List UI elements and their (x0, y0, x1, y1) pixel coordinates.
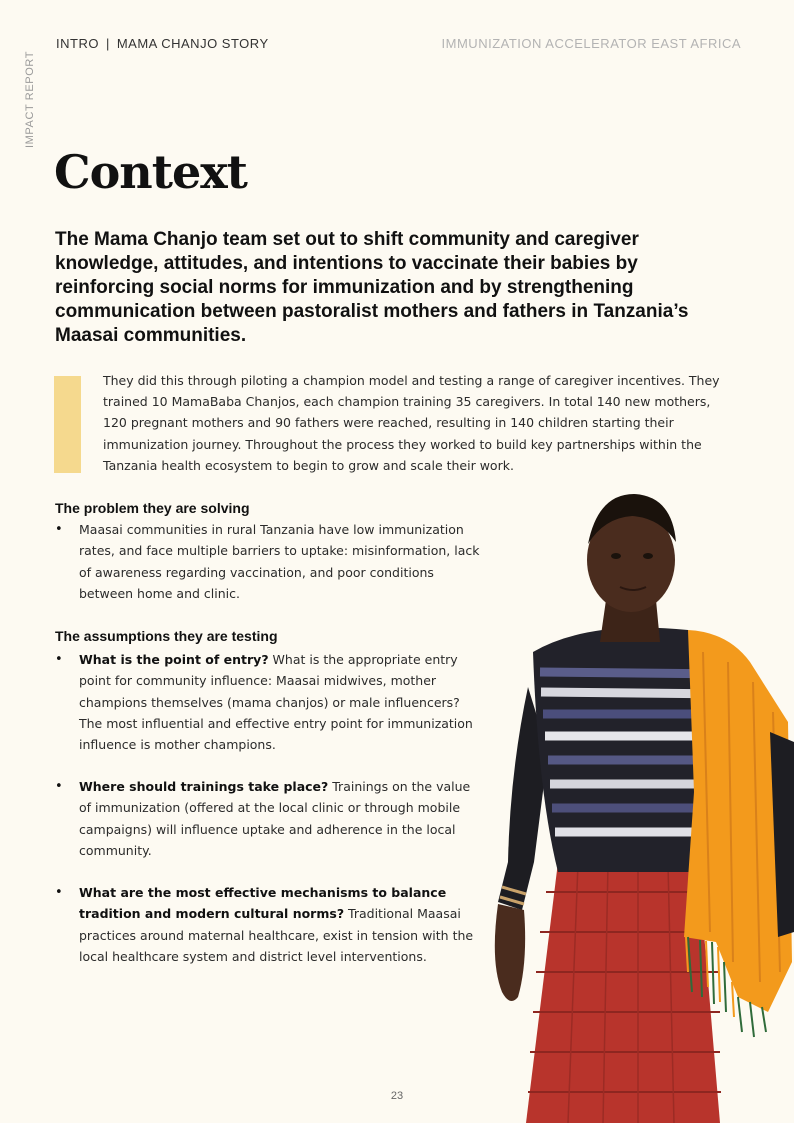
header-section: INTRO (56, 36, 99, 51)
assumption-question: What are the most effective mechanisms to balance tradition and modern cultural norms? (79, 885, 447, 922)
assumption-item-training-location (55, 776, 485, 861)
problem-text: Maasai communities in rural Tanzania have low immunization rates, and face multiple barriers to uptake: misinformation, lack of awareness regarding vaccination, and poor conditions between home and clinic. (79, 522, 480, 601)
bullet-marker: • (55, 885, 63, 900)
quote-accent-bar (54, 376, 81, 473)
assumption-question: What is the point of entry? (79, 652, 269, 667)
problem-heading: The problem they are solving (55, 500, 250, 516)
page-number: 23 (390, 1090, 404, 1102)
bullet-marker: • (55, 522, 63, 537)
page-title: Context (54, 145, 247, 199)
assumption-item-entry-point (55, 649, 485, 755)
header-separator: | (105, 36, 110, 51)
bullet-marker: • (55, 779, 63, 794)
problem-bullet (55, 519, 485, 604)
header-breadcrumb (56, 36, 269, 51)
assumption-text: What is the appropriate entry point for community influence: Maasai midwives, mother champions themselves (mama chanjos) or male influencers? The most influential and effective entry point for immunization influence is mother champions. (79, 652, 473, 753)
lead-paragraph: The Mama Chanjo team set out to shift community and caregiver knowledge, attitudes, and intentions to vaccinate their babies by reinforcing social norms for immunization and by strengthening communication between pastoralist mothers and fathers in Tanzania’s Maasai communities. (55, 229, 689, 346)
header-subsection: MAMA CHANJO STORY (116, 36, 269, 51)
assumption-item-cultural-norms (55, 882, 485, 967)
assumptions-heading: The assumptions they are testing (55, 628, 278, 644)
bullet-marker: • (55, 652, 63, 667)
side-report-label: IMPACT REPORT (24, 50, 36, 148)
assumption-text: Trainings on the value of immunization (offered at the local clinic or through mobile campaigns) will influence uptake and adherence in the local community. (79, 779, 471, 858)
maasai-mother-photo (488, 492, 794, 1123)
assumption-text: Traditional Maasai practices around maternal healthcare, exist in tension with the local healthcare system and district level interventions. (79, 906, 474, 964)
left-hand (495, 904, 525, 1001)
header-program: IMMUNIZATION ACCELERATOR EAST AFRICA (441, 36, 741, 51)
assumption-question: Where should trainings take place? (79, 779, 329, 794)
quote-paragraph: They did this through piloting a champion model and testing a range of caregiver incentives. They trained 10 MamaBaba Chanjos, each champion training 35 caregivers. In total 140 new mothers, 120 pregnant mothers and 90 fathers were reached, resulting in 140 children starting their immunization journey. Throughout the process they worked to build key partnerships within the Tanzania health ecosystem to begin to grow and scale their work. (103, 373, 720, 473)
